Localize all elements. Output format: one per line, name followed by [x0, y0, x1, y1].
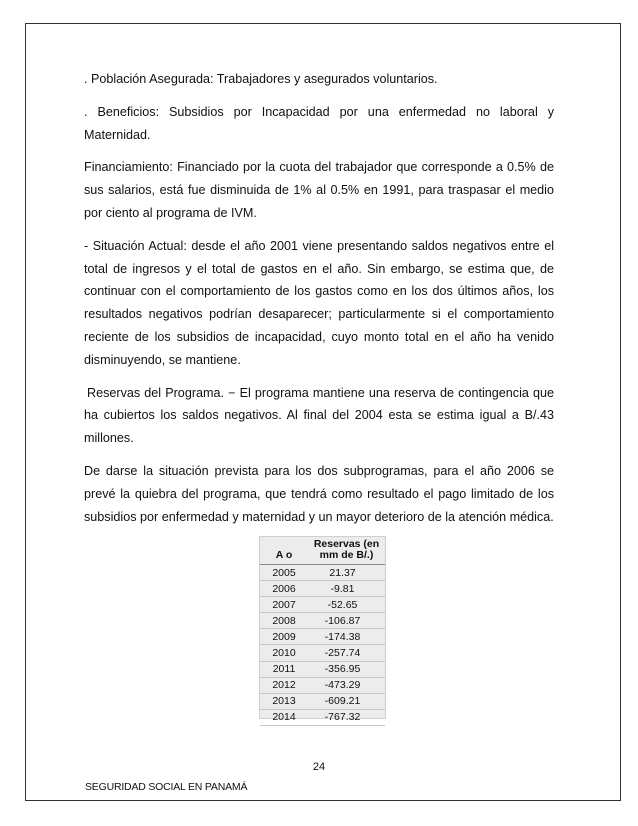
table-cell-value: -356.95	[308, 661, 385, 677]
paragraph-reservas: Reservas del Programa. − El programa mantiene una reserva de contingencia que ha cubiertos los saldos negativos. Al final del 2004 esta se estima igual a B/.43 millones.	[84, 385, 554, 446]
table-cell-year: 2007	[260, 597, 308, 613]
table-cell-value: -257.74	[308, 645, 385, 661]
table-header-reserves: Reservas (en mm de B/.)	[308, 537, 385, 565]
table-row	[260, 581, 385, 597]
table-cell-year: 2012	[260, 677, 308, 693]
table-row	[260, 597, 385, 613]
footer-title: SEGURIDAD SOCIAL EN PANAMÁ	[85, 781, 248, 793]
table-header-year: A o	[260, 537, 308, 565]
table-cell-value: -9.81	[308, 581, 385, 597]
table-cell-year: 2013	[260, 693, 308, 709]
table-cell-year: 2010	[260, 645, 308, 661]
table-cell-value: -174.38	[308, 629, 385, 645]
document-body	[84, 68, 554, 538]
table-cell-year: 2006	[260, 581, 308, 597]
table-cell-value: -473.29	[308, 677, 385, 693]
table-row	[260, 613, 385, 629]
paragraph-poblacion: . Población Asegurada: Trabajadores y asegurados voluntarios.	[84, 72, 438, 86]
paragraph-quiebra: De darse la situación prevista para los dos subprogramas, para el año 2006 se prevé la quiebra del programa, que tendrá como resultado el pago limitado de los subsidios por enfermedad y maternidad y un mayor deterioro de la atención médica.	[84, 463, 554, 524]
paragraph-situacion-actual: - Situación Actual: desde el año 2001 viene presentando saldos negativos entre el total de ingresos y el total de gastos en el año. Sin embargo, se estima que, de continuar con el comportamiento de los gastos como en los dos últimos años, los resultados negativos podrían desaparecer; particularmente si el comportamiento reciente de los subsidios de incapacidad, cuyo monto total en el año ha venido disminuyendo, se mantiene.	[84, 238, 554, 367]
table-cell-year: 2011	[260, 661, 308, 677]
table-row	[260, 661, 385, 677]
table-cell-year: 2008	[260, 613, 308, 629]
table-row	[260, 645, 385, 661]
table-cell-year: 2005	[260, 565, 308, 581]
table-cell-year: 2009	[260, 629, 308, 645]
table-cell-value: -609.21	[308, 693, 385, 709]
table-row	[260, 693, 385, 709]
table-cell-value: -767.32	[308, 709, 385, 725]
table-cell-year: 2014	[260, 709, 308, 725]
table-header-row	[260, 537, 385, 565]
paragraph-financiamiento: Financiamiento: Financiado por la cuota del trabajador que corresponde a 0.5% de sus salarios, está fue disminuida de 1% al 0.5% en 1991, para traspasar el medio por ciento al programa de IVM.	[84, 160, 554, 220]
reserves-table	[259, 536, 386, 724]
paragraph-beneficios: . Beneficios: Subsidios por Incapacidad por una enfermedad no laboral y Maternidad.	[84, 104, 554, 142]
page-number: 24	[312, 761, 326, 773]
table-cell-value: -52.65	[308, 597, 385, 613]
table-cell-value: 21.37	[308, 565, 385, 581]
table-row	[260, 565, 385, 581]
table-cell-value: -106.87	[308, 613, 385, 629]
table-row	[260, 677, 385, 693]
table-row	[260, 629, 385, 645]
table-row	[260, 709, 385, 725]
